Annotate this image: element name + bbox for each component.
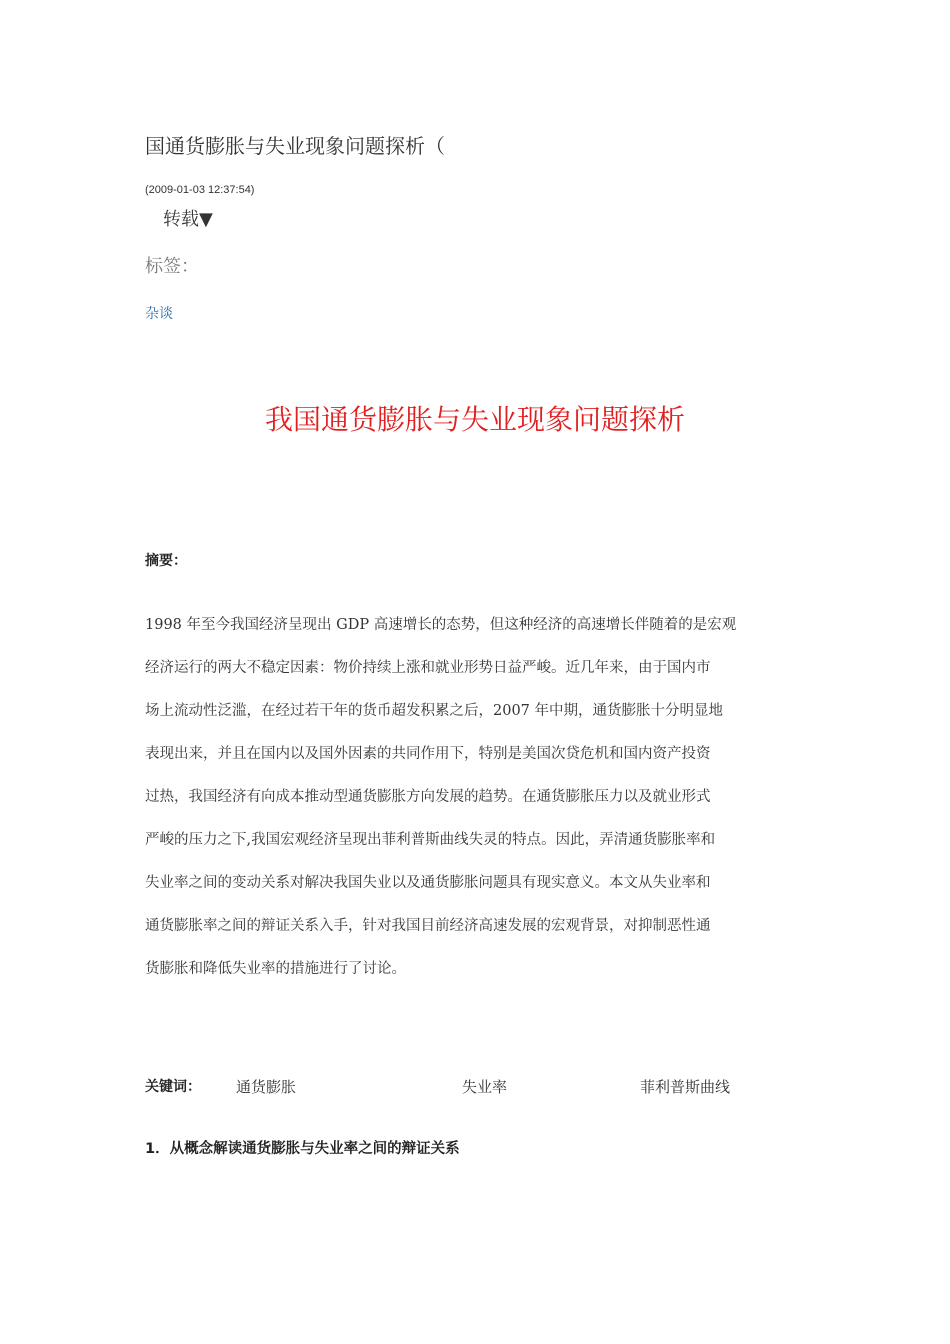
abstract-label: 摘要： [145,553,187,569]
abstract-line: 场上流动性泛滥，在经过若干年的货币超发积累之后，2007 年中期，通货膨胀十分明显地 [145,703,724,719]
abstract-line: 失业率之间的变动关系对解决我国失业以及通货膨胀问题具有现实意义。本文从失业率和 [145,875,711,891]
abstract-line: 通货膨胀率之间的辩证关系入手，针对我国目前经济高速发展的宏观背景，对抑制恶性通 [145,918,711,934]
abstract-line: 表现出来，并且在国内以及国外因素的共同作用下，特别是美国次贷危机和国内资产投资 [145,746,711,762]
post-date: (2009-01-03 12:37:54) [145,184,255,196]
section-heading: 1．从概念解读通货膨胀与失业率之间的辩证关系 [145,1141,460,1157]
abstract-body [145,604,810,991]
abstract-line: 1998 年至今我国经济呈现出 GDP 高速增长的态势，但这种经济的高速增长伴随着的是宏观 [145,617,737,633]
tags-label: 标签： [145,256,199,277]
keyword-phillips-curve: 菲利普斯曲线 [640,1078,731,1096]
keywords-label: 关键词： [145,1079,201,1095]
repost-dropdown[interactable]: 转载▼ [163,209,213,230]
keyword-unemployment-rate: 失业率 [462,1078,508,1096]
keyword-inflation: 通货膨胀 [236,1078,297,1096]
article-title: 我国通货膨胀与失业现象问题探析 [264,403,685,436]
tag-link[interactable]: 杂谈 [145,306,173,322]
abstract-line: 严峻的压力之下,我国宏观经济呈现出菲利普斯曲线失灵的特点。因此，弄清通货膨胀率和 [145,832,716,848]
blog-post-title: 国通货膨胀与失业现象问题探析（ [145,134,445,158]
abstract-line: 经济运行的两大不稳定因素：物价持续上涨和就业形势日益严峻。近几年来，由于国内市 [145,660,711,676]
abstract-line: 货膨胀和降低失业率的措施进行了讨论。 [145,961,406,977]
abstract-line: 过热，我国经济有向成本推动型通货膨胀方向发展的趋势。在通货膨胀压力以及就业形式 [145,789,711,805]
